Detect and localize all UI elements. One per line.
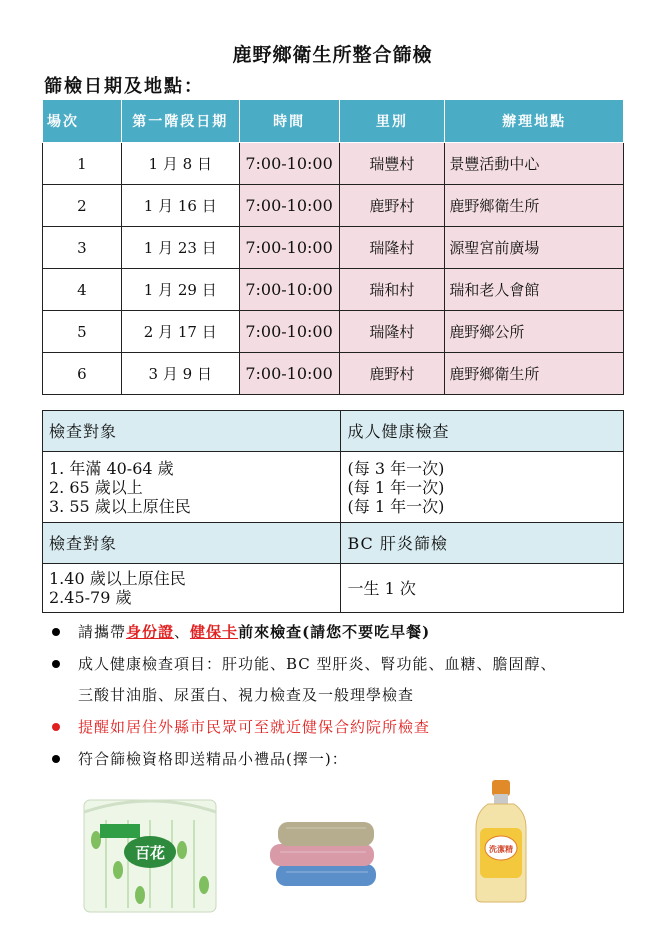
note-text: 三酸甘油脂、尿蛋白、視力檢查及一般理學檢查 bbox=[78, 686, 415, 704]
header-date: 第一階段日期 bbox=[121, 100, 239, 143]
health-card-highlight: 健保卡 bbox=[190, 623, 239, 641]
cell-date: 2 月 17 日 bbox=[121, 311, 239, 353]
cell-date: 1 月 29 日 bbox=[121, 269, 239, 311]
bc-target-item: 1.40 歲以上原住民 bbox=[49, 569, 186, 588]
cell-session: 5 bbox=[43, 311, 122, 353]
cell-session: 3 bbox=[43, 227, 122, 269]
tissue-brand-label: 百花 bbox=[134, 844, 166, 862]
page-title: 鹿野鄉衛生所整合篩檢 bbox=[232, 44, 433, 66]
bullet-icon bbox=[52, 628, 60, 636]
note-text: 成人健康檢查項目：肝功能、BC 型肝炎、腎功能、血糖、膽固醇、 bbox=[78, 655, 557, 673]
note-gift bbox=[48, 749, 648, 769]
cell-time: 7:00-10:00 bbox=[239, 185, 339, 227]
table-row bbox=[43, 269, 624, 311]
table-row bbox=[43, 185, 624, 227]
table-row bbox=[43, 311, 624, 353]
cell-location: 源聖宮前廣場 bbox=[445, 227, 624, 269]
adult-frequency-item: (每 1 年一次) bbox=[347, 496, 445, 516]
schedule-header-row bbox=[43, 100, 624, 143]
id-card-highlight: 身份證 bbox=[126, 623, 175, 641]
cell-village: 瑞隆村 bbox=[339, 311, 445, 353]
adult-exam-header: 成人健康檢查 bbox=[341, 411, 624, 452]
adult-body-row bbox=[43, 452, 624, 523]
note-bring-documents bbox=[48, 622, 648, 642]
cell-session: 6 bbox=[43, 353, 122, 395]
cell-village: 瑞隆村 bbox=[339, 227, 445, 269]
adult-target-cell bbox=[43, 452, 341, 523]
cell-village: 瑞豐村 bbox=[339, 143, 445, 185]
bc-target-header: 檢查對象 bbox=[43, 523, 341, 564]
bullet-icon bbox=[52, 660, 60, 668]
cell-date: 1 月 16 日 bbox=[121, 185, 239, 227]
cell-date: 3 月 9 日 bbox=[121, 353, 239, 395]
table-row bbox=[43, 353, 624, 395]
towel-stack-icon bbox=[266, 818, 384, 890]
header-village: 里別 bbox=[339, 100, 445, 143]
cell-time: 7:00-10:00 bbox=[239, 311, 339, 353]
cell-session: 1 bbox=[43, 143, 122, 185]
cell-time: 7:00-10:00 bbox=[239, 269, 339, 311]
table-row bbox=[43, 143, 624, 185]
cell-village: 鹿野村 bbox=[339, 185, 445, 227]
adult-target-item: 3. 55 歲以上原住民 bbox=[49, 496, 191, 516]
header-time: 時間 bbox=[239, 100, 339, 143]
adult-target-item: 1. 年滿 40-64 歲 bbox=[49, 458, 174, 478]
bc-target-item: 2.45-79 歲 bbox=[49, 588, 132, 607]
bc-exam-header: BC 肝炎篩檢 bbox=[341, 523, 624, 564]
cell-village: 鹿野村 bbox=[339, 353, 445, 395]
cell-location: 鹿野鄉衛生所 bbox=[445, 185, 624, 227]
cell-location: 景豐活動中心 bbox=[445, 143, 624, 185]
note-separator: 、 bbox=[174, 623, 191, 641]
note-text: 前來檢查(請您不要吃早餐) bbox=[238, 623, 431, 641]
adult-target-header: 檢查對象 bbox=[43, 411, 341, 452]
adult-frequency-cell bbox=[341, 452, 624, 523]
adult-frequency-item: (每 3 年一次) bbox=[347, 458, 445, 478]
header-location: 辦理地點 bbox=[445, 100, 624, 143]
eligibility-table bbox=[42, 410, 624, 613]
table-row bbox=[43, 227, 624, 269]
adult-frequency-item: (每 1 年一次) bbox=[347, 477, 445, 497]
cell-village: 瑞和村 bbox=[339, 269, 445, 311]
note-exam-items bbox=[48, 654, 648, 705]
cell-time: 7:00-10:00 bbox=[239, 353, 339, 395]
bc-frequency-cell: 一生 1 次 bbox=[341, 564, 624, 613]
cell-date: 1 月 23 日 bbox=[121, 227, 239, 269]
adult-target-item: 2. 65 歲以上 bbox=[49, 477, 143, 497]
bullet-icon bbox=[52, 723, 60, 731]
cell-time: 7:00-10:00 bbox=[239, 227, 339, 269]
tissue-pack-icon bbox=[80, 790, 220, 915]
note-text: 請攜帶 bbox=[78, 623, 127, 641]
cell-session: 2 bbox=[43, 185, 122, 227]
note-text: 提醒如居住外縣市民眾可至就近健保合約院所檢查 bbox=[78, 718, 431, 736]
cell-location: 鹿野鄉衛生所 bbox=[445, 353, 624, 395]
cell-session: 4 bbox=[43, 269, 122, 311]
header-session: 場次 bbox=[43, 100, 122, 143]
cell-time: 7:00-10:00 bbox=[239, 143, 339, 185]
schedule-table bbox=[42, 99, 624, 395]
notes-list bbox=[48, 622, 648, 781]
bullet-icon bbox=[52, 755, 60, 763]
cell-date: 1 月 8 日 bbox=[121, 143, 239, 185]
bc-target-cell bbox=[43, 564, 341, 613]
detergent-bottle-icon bbox=[470, 778, 532, 906]
note-reminder bbox=[48, 717, 648, 737]
adult-header-row bbox=[43, 411, 624, 452]
section-subtitle: 篩檢日期及地點： bbox=[44, 76, 204, 97]
bc-body-row bbox=[43, 564, 624, 613]
detergent-brand-label: 洗潔精 bbox=[489, 845, 513, 854]
cell-location: 瑞和老人會館 bbox=[445, 269, 624, 311]
cell-location: 鹿野鄉公所 bbox=[445, 311, 624, 353]
bc-header-row bbox=[43, 523, 624, 564]
note-text: 符合篩檢資格即送精品小禮品(擇一)： bbox=[78, 750, 348, 768]
